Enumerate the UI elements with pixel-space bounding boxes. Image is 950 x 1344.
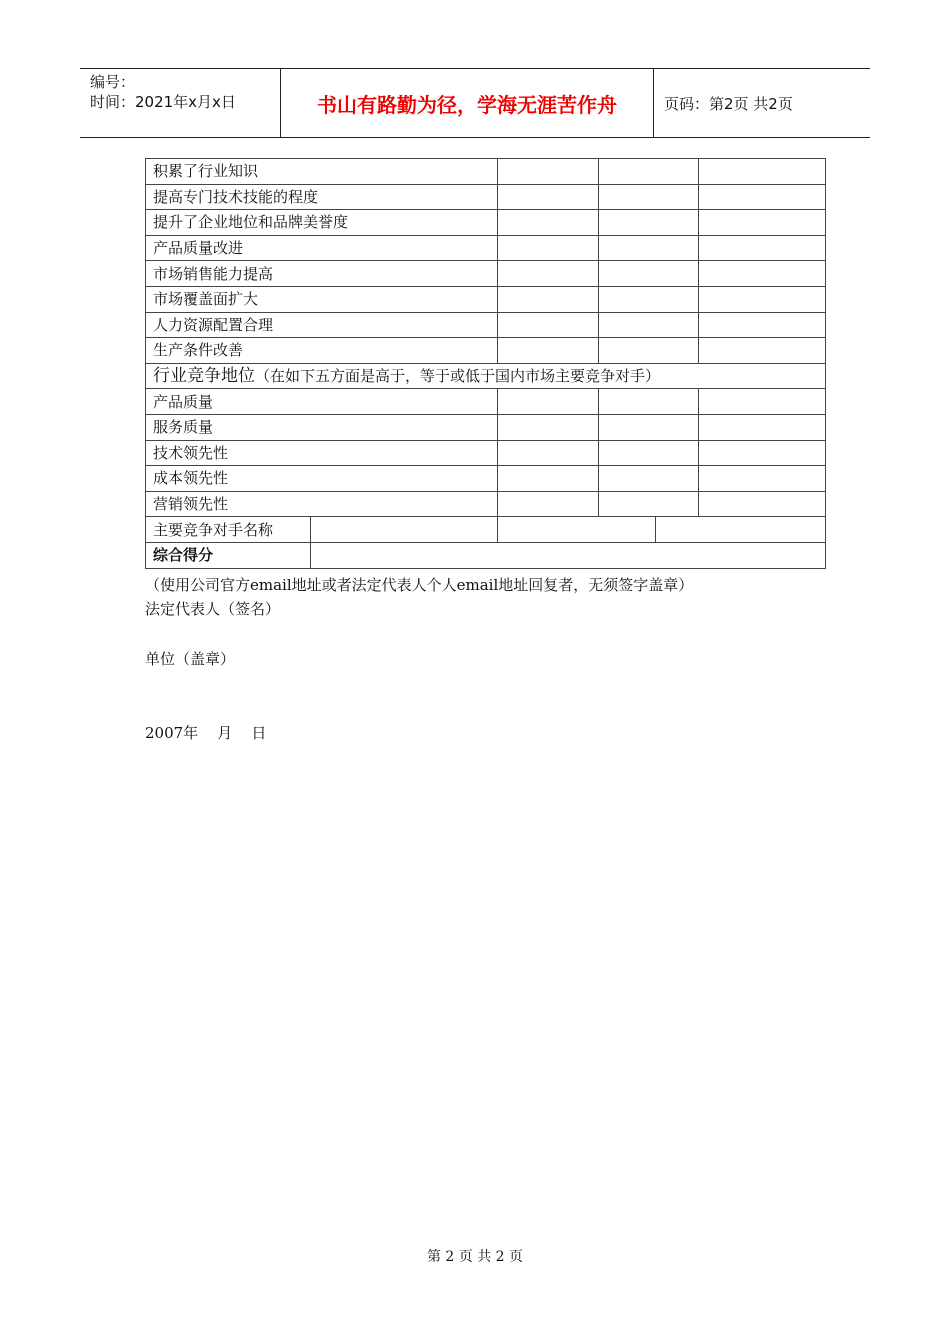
time-label: 时间：2021年x月x日 [90,93,236,111]
competitor-cell[interactable] [498,517,656,543]
row-label: 积累了行业知识 [146,159,498,185]
rating-cell[interactable] [699,466,826,492]
number-label: 编号： [90,73,136,91]
date-label: 2007年 月 日 [145,724,267,742]
table-row [146,491,826,517]
rating-cell[interactable] [699,440,826,466]
rating-cell[interactable] [699,261,826,287]
rating-cell[interactable] [599,414,699,440]
competitor-label: 主要竞争对手名称 [146,517,311,543]
table-row [146,338,826,364]
table-row [146,235,826,261]
rating-cell[interactable] [498,210,599,236]
rating-cell[interactable] [699,338,826,364]
row-label: 成本领先性 [146,466,498,492]
row-label: 服务质量 [146,414,498,440]
page-header [80,68,870,138]
rating-cell[interactable] [498,261,599,287]
rating-cell[interactable] [498,235,599,261]
row-label: 生产条件改善 [146,338,498,364]
table-row [146,261,826,287]
rating-cell[interactable] [599,235,699,261]
rating-cell[interactable] [498,414,599,440]
rating-cell[interactable] [599,389,699,415]
rating-cell[interactable] [699,312,826,338]
rating-cell[interactable] [699,491,826,517]
rating-cell[interactable] [599,440,699,466]
rating-cell[interactable] [599,159,699,185]
email-note: （使用公司官方email地址或者法定代表人个人email地址回复者，无须签字盖章） [145,576,694,594]
rating-cell[interactable] [498,491,599,517]
rating-cell[interactable] [599,210,699,236]
competitor-row [146,517,826,543]
rating-cell[interactable] [699,235,826,261]
page-footer: 第 2 页 共 2 页 [426,1249,524,1265]
rating-cell[interactable] [498,389,599,415]
rating-cell[interactable] [699,389,826,415]
score-row [146,542,826,568]
rating-cell[interactable] [599,261,699,287]
table-row [146,210,826,236]
unit-seal-label: 单位（盖章） [145,650,236,668]
table-row [146,159,826,185]
table-row [146,414,826,440]
table-row [146,466,826,492]
row-label: 技术领先性 [146,440,498,466]
score-cell[interactable] [311,542,826,568]
table-row [146,312,826,338]
rating-cell[interactable] [498,159,599,185]
rating-cell[interactable] [599,338,699,364]
table-row [146,440,826,466]
rating-cell[interactable] [699,286,826,312]
row-label: 人力资源配置合理 [146,312,498,338]
rating-cell[interactable] [699,184,826,210]
table-row [146,184,826,210]
row-label: 市场覆盖面扩大 [146,286,498,312]
row-label: 市场销售能力提高 [146,261,498,287]
rating-cell[interactable] [498,286,599,312]
rating-cell[interactable] [498,338,599,364]
rating-cell[interactable] [599,466,699,492]
header-meta [80,69,281,137]
rating-cell[interactable] [498,466,599,492]
rating-cell[interactable] [599,184,699,210]
row-label: 提高专门技术技能的程度 [146,184,498,210]
rating-cell[interactable] [599,491,699,517]
header-motto: 书山有路勤为径，学海无涯苦作舟 [281,69,654,137]
section-row [146,363,826,389]
header-page-label: 页码：第2页 共2页 [664,94,793,113]
row-label: 产品质量 [146,389,498,415]
row-label: 提升了企业地位和品牌美誉度 [146,210,498,236]
rating-cell[interactable] [498,440,599,466]
section-header [146,363,826,389]
rating-cell[interactable] [599,312,699,338]
row-label: 产品质量改进 [146,235,498,261]
section-note: （在如下五方面是高于，等于或低于国内市场主要竞争对手） [255,367,661,386]
rating-cell[interactable] [498,312,599,338]
rating-cell[interactable] [699,414,826,440]
row-label: 营销领先性 [146,491,498,517]
evaluation-table [145,158,826,569]
score-label: 综合得分 [146,542,311,568]
rating-cell[interactable] [699,210,826,236]
competitor-cell[interactable] [656,517,826,543]
competitor-cell[interactable] [311,517,498,543]
legal-rep-signature-label: 法定代表人（签名） [145,600,281,618]
rating-cell[interactable] [699,159,826,185]
rating-cell[interactable] [599,286,699,312]
table-row [146,286,826,312]
section-title: 行业竞争地位 [153,366,255,387]
table-row [146,389,826,415]
rating-cell[interactable] [498,184,599,210]
